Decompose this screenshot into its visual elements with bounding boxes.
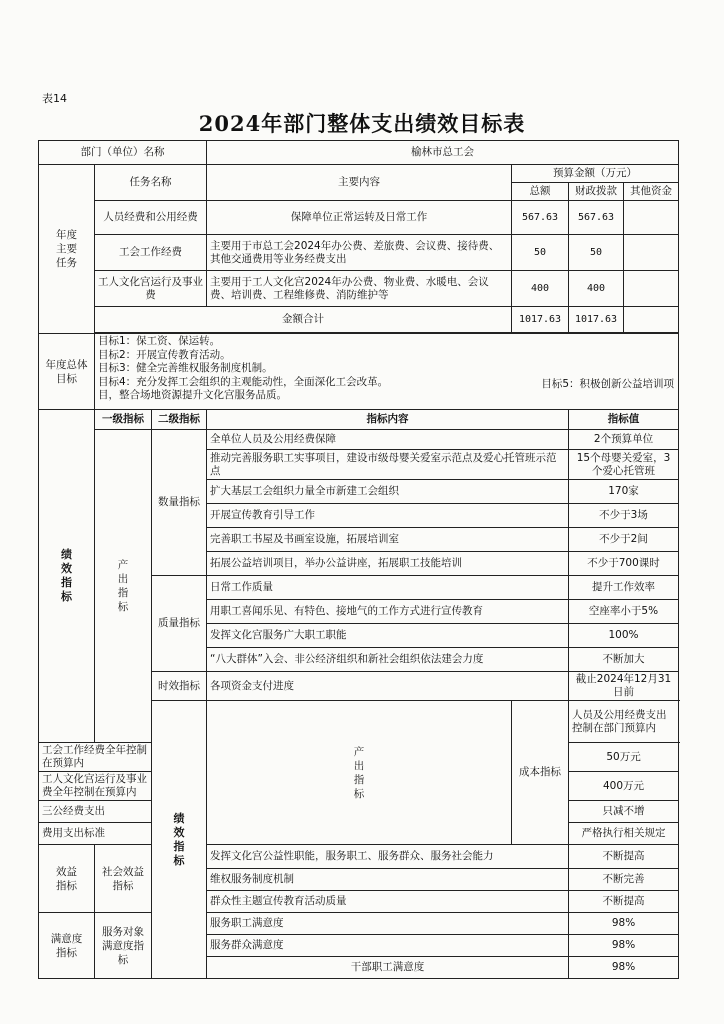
indicator-content: 全单位人员及公用经费保障 xyxy=(207,430,569,450)
task-row xyxy=(39,201,679,235)
goal-item: 目标1：保工资、保运转。 xyxy=(98,335,221,347)
indicator-value: 不少于700课时 xyxy=(569,552,679,576)
goals-cell xyxy=(95,334,679,410)
sum-fiscal: 1017.63 xyxy=(569,307,624,333)
total-header: 总额 xyxy=(512,183,569,201)
task-content: 主要用于工人文化宫2024年办公费、物业费、水暖电、会议费、培训费、工程维修费、消防维护等 xyxy=(207,271,512,307)
task-total: 567.63 xyxy=(512,201,569,235)
indicator-content: 扩大基层工会组织力量全市新建工会组织 xyxy=(207,480,569,504)
indicator-content: 干部职工满意度 xyxy=(207,957,569,979)
quality-label: 质量指标 xyxy=(152,576,207,672)
output-label: 产 出 指 标 xyxy=(95,430,152,743)
other-header: 其他资金 xyxy=(624,183,679,201)
indicator-value: 98% xyxy=(569,913,679,935)
indicator-content: 服务职工满意度 xyxy=(207,913,569,935)
indicator-content: 发挥文化宫服务广大职工职能 xyxy=(207,624,569,648)
indicator-content: 三公经费支出 xyxy=(39,801,152,823)
indicator-value: 15个母婴关爱室，3个爱心托管班 xyxy=(569,450,679,480)
task-total: 50 xyxy=(512,235,569,271)
indicator-value: 不少于3场 xyxy=(569,504,679,528)
indicator-value: 98% xyxy=(569,957,679,979)
indicator-content: 人员及公用经费支出控制在部门预算内 xyxy=(569,701,679,743)
page-title: 2024年部门整体支出绩效目标表 xyxy=(198,111,526,136)
performance-label-2: 绩 效 指 标 xyxy=(152,701,207,979)
budget-header: 预算金额（万元） xyxy=(512,165,679,183)
goal-item-5: 目标5：积极创新公益培训项 xyxy=(541,377,675,390)
output-label-2: 产 出 指 标 xyxy=(207,701,512,845)
indicator-value: 不断提高 xyxy=(569,845,679,869)
table-number: 表14 xyxy=(42,92,67,105)
indicator-value: 不断完善 xyxy=(569,869,679,891)
goal-item: 目标4：充分发挥工会组织的主观能动性，全面深化工会改革。 xyxy=(98,375,389,388)
indicator-content: 推动完善服务职工实事项目，建设市级母婴关爱室示范点及爱心托管班示范点 xyxy=(207,450,569,480)
task-other xyxy=(624,235,679,271)
fiscal-header: 财政拨款 xyxy=(569,183,624,201)
sum-total: 1017.63 xyxy=(512,307,569,333)
benefit-label: 效益 指标 xyxy=(39,845,95,913)
task-content: 主要用于市总工会2024年办公费、差旅费、会议费、接待费、其他交通费用等业务经费支出 xyxy=(207,235,512,271)
annual-goal-label: 年度总体目标 xyxy=(39,334,95,410)
indicator-content: 费用支出标准 xyxy=(39,823,152,845)
goal-item: 目标2：开展宣传教育活动。 xyxy=(98,348,231,361)
performance-label: 绩 效 指 标 xyxy=(39,410,95,743)
value-header: 指标值 xyxy=(569,410,679,430)
task-name-header: 任务名称 xyxy=(95,165,207,201)
goal-item: 目，整合场地资源提升文化宫服务品质。 xyxy=(98,389,287,401)
indicator-value: 空座率小于5% xyxy=(569,600,679,624)
indicator-value: 严格执行相关规定 xyxy=(569,823,679,845)
task-row xyxy=(39,271,679,307)
task-fiscal: 567.63 xyxy=(569,201,624,235)
satisfaction-label: 满意度 指标 xyxy=(39,913,95,979)
task-other xyxy=(624,201,679,235)
indicator-value: 2个预算单位 xyxy=(569,430,679,450)
indicator-content: “八大群体”入会、非公经济组织和新社会组织依法建会力度 xyxy=(207,648,569,672)
quantity-label: 数量指标 xyxy=(152,430,207,576)
dept-label: 部门（单位）名称 xyxy=(39,141,207,165)
task-fiscal: 50 xyxy=(569,235,624,271)
indicator-value: 提升工作效率 xyxy=(569,576,679,600)
indicator-row xyxy=(39,845,679,869)
indicator-content: 开展宣传教育引导工作 xyxy=(207,504,569,528)
task-fiscal: 400 xyxy=(569,271,624,307)
task-total: 400 xyxy=(512,271,569,307)
indicator-content: 用职工喜闻乐见、有特色、接地气的工作方式进行宣传教育 xyxy=(207,600,569,624)
task-name: 工人文化宫运行及事业费 xyxy=(95,271,207,307)
level2-header: 二级指标 xyxy=(152,410,207,430)
indicator-content: 完善职工书屋及书画室设施，拓展培训室 xyxy=(207,528,569,552)
dept-name: 榆林市总工会 xyxy=(207,141,679,165)
task-row xyxy=(39,235,679,271)
indicator-row xyxy=(39,430,679,450)
social-label: 社会效益 指标 xyxy=(95,845,152,913)
performance-table xyxy=(38,140,679,979)
indicator-content: 拓展公益培训项目，举办公益讲座，拓展职工技能培训 xyxy=(207,552,569,576)
indicator-value: 100% xyxy=(569,624,679,648)
indicator-content: 群众性主题宣传教育活动质量 xyxy=(207,891,569,913)
indicator-value: 不断提高 xyxy=(569,891,679,913)
sum-other xyxy=(624,307,679,333)
annual-task-label: 年度 主要 任务 xyxy=(39,165,95,334)
sum-label: 金额合计 xyxy=(95,307,512,333)
level1-header: 一级指标 xyxy=(95,410,152,430)
indicator-value: 98% xyxy=(569,935,679,957)
indicator-value: 不断加大 xyxy=(569,648,679,672)
indicator-value: 不少于2间 xyxy=(569,528,679,552)
indicator-value: 400万元 xyxy=(569,772,679,801)
task-content-header: 主要内容 xyxy=(207,165,512,201)
indicator-value: 50万元 xyxy=(569,743,679,772)
indicator-content: 维权服务制度机制 xyxy=(207,869,569,891)
indicator-content: 工会工作经费全年控制在预算内 xyxy=(39,743,152,772)
content-header: 指标内容 xyxy=(207,410,569,430)
indicator-content: 发挥文化宫公益性职能，服务职工、服务群众、服务社会能力 xyxy=(207,845,569,869)
indicator-row xyxy=(39,913,679,935)
service-satisfaction-label: 服务对象 满意度指标 xyxy=(95,913,152,979)
dept-row xyxy=(39,141,679,165)
indicator-content: 服务群众满意度 xyxy=(207,935,569,957)
task-content: 保障单位正常运转及日常工作 xyxy=(207,201,512,235)
indicator-content: 工人文化宫运行及事业费全年控制在预算内 xyxy=(39,772,152,801)
task-name: 工会工作经费 xyxy=(95,235,207,271)
indicator-value: 截止2024年12月31日前 xyxy=(569,672,679,701)
goal-item: 目标3：健全完善维权服务制度机制。 xyxy=(98,362,273,374)
indicator-value: 只减不增 xyxy=(569,801,679,823)
indicator-content: 各项资金支付进度 xyxy=(207,672,569,701)
task-name: 人员经费和公用经费 xyxy=(95,201,207,235)
indicator-value: 170家 xyxy=(569,480,679,504)
indicator-content: 日常工作质量 xyxy=(207,576,569,600)
goals-row xyxy=(39,334,679,410)
timeliness-label: 时效指标 xyxy=(152,672,207,701)
sum-row xyxy=(39,307,679,333)
task-other xyxy=(624,271,679,307)
cost-label: 成本指标 xyxy=(512,701,569,845)
